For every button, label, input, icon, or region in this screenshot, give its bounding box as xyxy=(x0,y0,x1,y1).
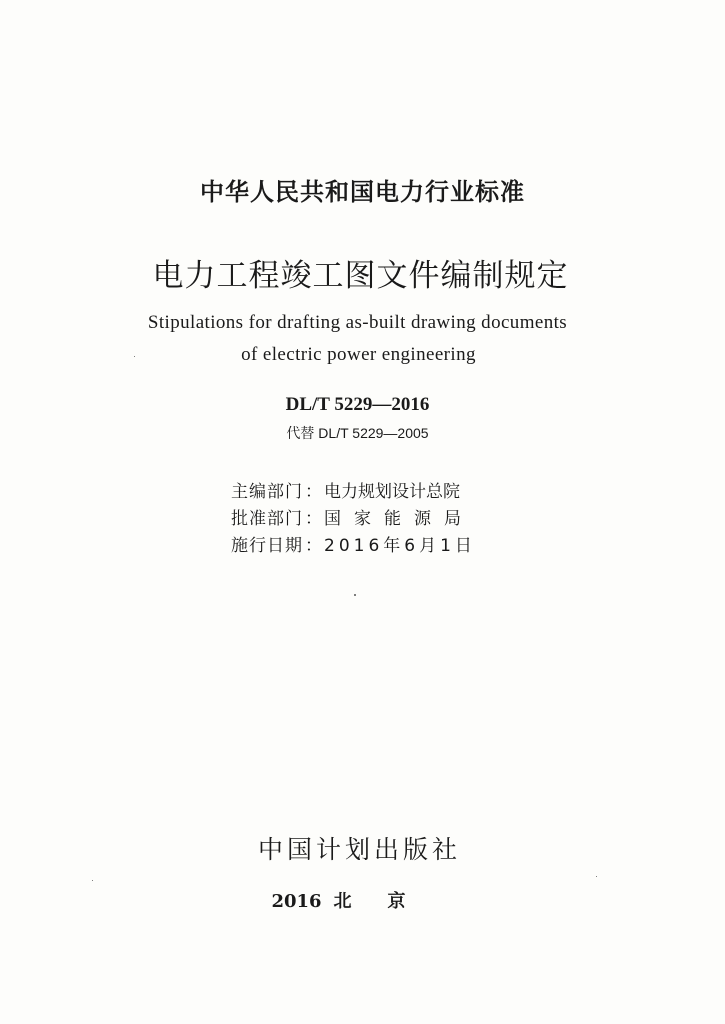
info-separator: ： xyxy=(305,509,322,529)
info-value: 电力规划设计总院 xyxy=(324,482,460,502)
publisher-name: 中国计划出版社 xyxy=(257,835,461,864)
info-label: 主编部门 xyxy=(231,482,303,502)
info-value: 2016年6月1日 xyxy=(324,536,476,556)
document-title-chinese: 电力工程竣工图文件编制规定 xyxy=(152,258,569,294)
scan-speck xyxy=(134,356,135,357)
scan-speck xyxy=(596,876,597,877)
publication-year-place xyxy=(0,887,719,913)
scan-speck xyxy=(92,880,93,881)
publication-city: 北京 xyxy=(333,891,442,912)
document-title-english-line2: of electric power engineering xyxy=(241,344,476,365)
scan-speck xyxy=(354,594,356,596)
info-row-approver xyxy=(231,506,476,533)
publication-year: 2016 xyxy=(271,891,322,912)
document-title-english-line1: Stipulations for drafting as-built drawing documents xyxy=(147,312,568,333)
publication-info xyxy=(231,479,476,560)
info-separator: ： xyxy=(305,536,322,556)
info-value: 国家能源局 xyxy=(324,509,474,529)
replaces-standard: 代替 DL/T 5229—2005 xyxy=(286,425,429,441)
standard-code: DL/T 5229—2016 xyxy=(285,394,430,415)
standard-type-heading: 中华人民共和国电力行业标准 xyxy=(200,178,525,206)
info-label: 施行日期 xyxy=(231,536,303,556)
info-label: 批准部门 xyxy=(231,509,303,529)
info-row-effective-date xyxy=(231,533,476,560)
info-separator: ： xyxy=(305,482,322,502)
info-row-editor xyxy=(231,479,476,506)
